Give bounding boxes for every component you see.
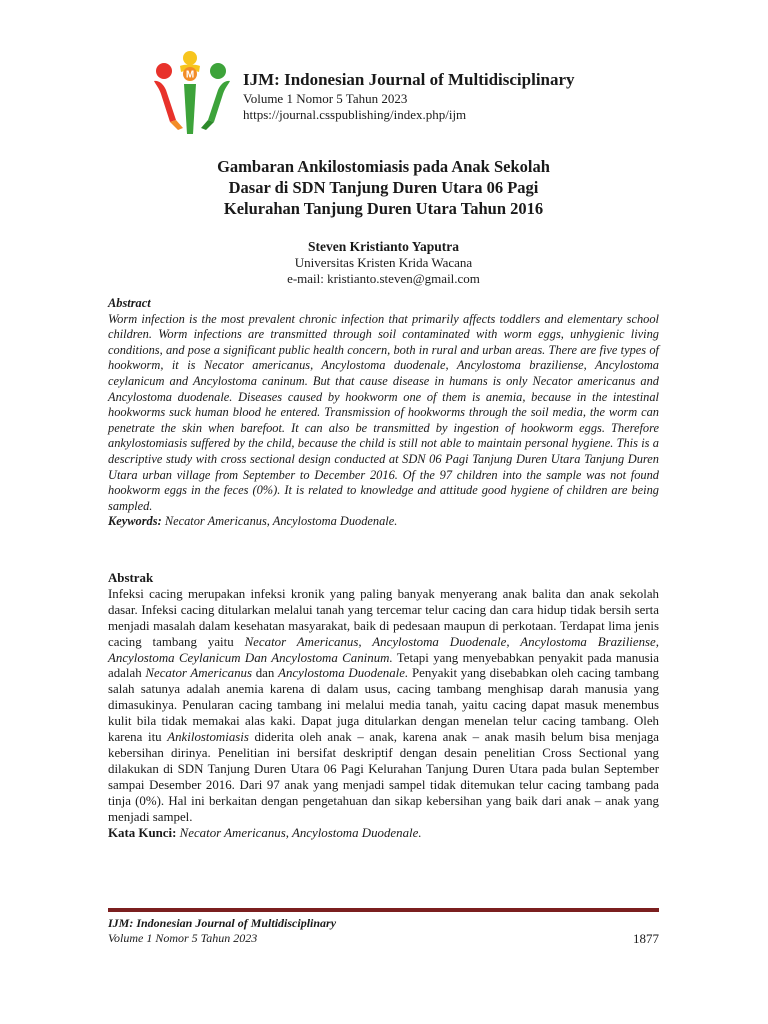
abstract-english xyxy=(108,296,659,530)
keywords-value: Necator Americanus, Ancylostoma Duodenale. xyxy=(164,514,398,529)
journal-url[interactable]: https://journal.csspublishing/index.php/ijm xyxy=(243,107,467,122)
keywords-line xyxy=(108,514,659,530)
title-block xyxy=(108,156,659,287)
journal-logo xyxy=(152,50,232,134)
abstract-body: Worm infection is the most prevalent chronic infection that primarily affects toddlers and elementary school children. Worm infections are transmitted through soil contaminated with worm eggs, unhygienic living conditions, and pose a significant public health concern, both in rural and urban areas. There are five types of hookworm, it is Necator americanus, Ancylostoma duodenale, Ancylostoma braziliense, Ancylostoma ceylanicum and Ancylostoma caninum. But that cause disease in humans is only Necator americanus and Ancylostoma duodenale. Diseases caused by hookworm one of them is anemia, because in the intestinal hookworms suck human blood he entered. Transmission of hookworms through the soil media, the worm can penetrate the skin when barefoot. It can also be transmitted by ingestion of hookworm eggs. Therefore ankylostomiasis suffered by the child, because the child is still not able to maintain personal hygiene. This is a descriptive study with cross sectional design conducted at SDN 06 Pagi Tanjung Duren Utara Tanjung Duren Utara urban village from September to December 2016. Of the 97 children into the sample was not found hookworm eggs in the feces (0%). It is related to knowledge and attitude good hygiene of children are being sampled. xyxy=(108,311,659,513)
paper-title-line-2: Dasar di SDN Tanjung Duren Utara 06 Pagi xyxy=(228,178,539,197)
footer xyxy=(108,916,659,946)
paper-title-line-1: Gambaran Ankilostomiasis pada Anak Sekolah xyxy=(217,157,550,176)
author-name: Steven Kristianto Yaputra xyxy=(308,239,459,254)
abstrak-body: Infeksi cacing merupakan infeksi kronik yang paling banyak menyerang anak balita dan anak sekolah dasar. Infeksi cacing ditularkan melalui tanah yang tercemar telur cacing dan cara hidup tidak bersih serta menjadi masalah dalam kesehatan masyarakat, baik di pedesaan maupun di perkotaan. Terdapat lima jenis cacing tambang yaitu Necator Americanus, Ancylostoma Duodenale, Ancylostoma Braziliense, Ancylostoma Ceylanicum Dan Ancylostoma Caninum. Tetapi yang menyebabkan penyakit pada manusia adalah Necator Americanus dan Ancylostoma Duodenale. Penyakit yang disebabkan oleh cacing tambang salah satunya adalah anemia karena di dalam usus, cacing tambang menghisap darah manusia yang dimasukinya. Penularan cacing tambang ini melalui media tanah, yaitu cacing dapat masuk menembus kulit bila tidak memakai alas kaki. Dapat juga ditularkan dengan menelan telur cacing tambang. Oleh karena itu Ankilostomiasis diderita oleh anak – anak, karena anak – anak masih belum bisa menjaga kebersihan dirinya. Penelitian ini bersifat deskriptif dengan desain penelitian Cross Sectional yang dilakukan di SDN Tanjung Duren Utara 06 Pagi Kelurahan Tanjung Duren Utara pada bulan September sampai Desember 2016. Dari 97 anak yang menjadi sampel tidak ditemukan telur cacing tambang pada tinja (0%). Hal ini berkaitan dengan pengetahuan dan sikap kebersihan yang baik dari anak – anak yang menjadi sampel. xyxy=(108,586,659,824)
author-email: e-mail: kristianto.steven@gmail.com xyxy=(287,271,480,286)
abstrak-heading: Abstrak xyxy=(108,571,154,585)
footer-rule xyxy=(108,908,659,912)
journal-volume: Volume 1 Nomor 5 Tahun 2023 xyxy=(243,91,408,106)
keywords-label: Keywords: xyxy=(108,514,162,529)
paper-title-line-3: Kelurahan Tanjung Duren Utara Tahun 2016 xyxy=(223,199,544,218)
journal-header xyxy=(243,69,575,123)
abstract-heading: Abstract xyxy=(108,296,151,310)
kata-kunci-label: Kata Kunci: xyxy=(108,825,177,840)
kata-kunci-line xyxy=(108,826,659,842)
logo-letter: M xyxy=(185,69,195,81)
journal-title: IJM: Indonesian Journal of Multidisciplinary xyxy=(243,70,575,89)
footer-journal: IJM: Indonesian Journal of Multidisciplinary xyxy=(108,916,337,930)
kata-kunci-value: Necator Americanus, Ancylostoma Duodenale. xyxy=(179,825,422,840)
author-affiliation: Universitas Kristen Krida Wacana xyxy=(294,255,473,270)
abstract-indonesian xyxy=(108,571,659,841)
footer-volume: Volume 1 Nomor 5 Tahun 2023 xyxy=(108,931,258,945)
page-number: 1877 xyxy=(633,931,659,946)
